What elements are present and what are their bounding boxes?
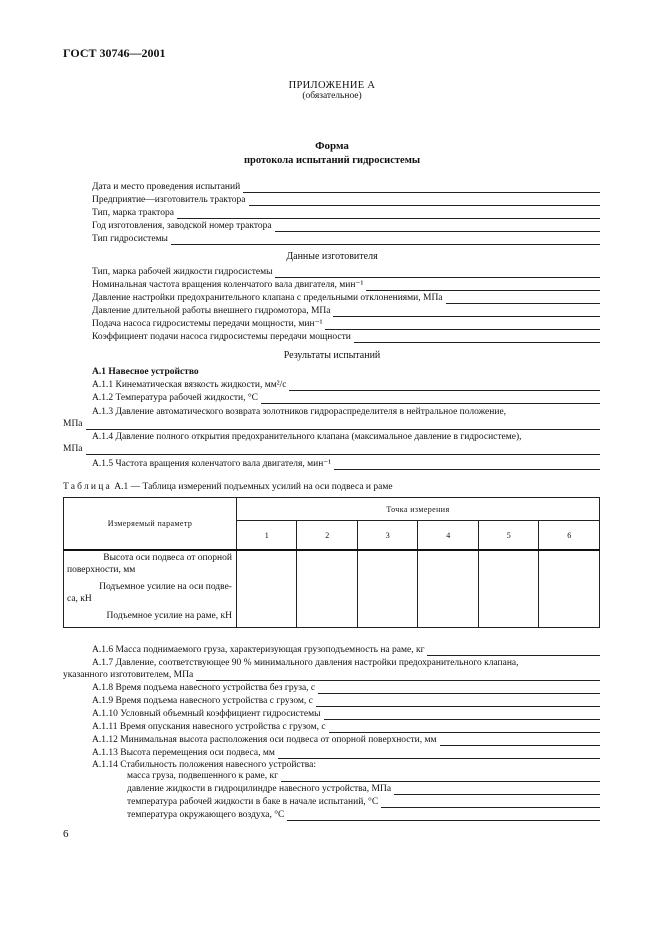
form-field[interactable]: А.1.2 Температура рабочей жидкости, °С <box>92 391 600 404</box>
general-fields <box>92 180 600 245</box>
value-cell[interactable] <box>418 550 479 627</box>
results-fields-a <box>92 378 600 404</box>
point-number: 6 <box>539 521 600 551</box>
form-field[interactable]: Предприятие—изготовитель трактора <box>92 193 600 206</box>
point-number: 5 <box>478 521 539 551</box>
form-title: Форма <box>315 140 349 152</box>
param-header: Измеряемый параметр <box>64 498 237 551</box>
form-field[interactable]: Коэффициент подачи насоса гидросистемы передачи мощности <box>92 330 600 343</box>
item-a16-field[interactable]: А.1.6 Масса поднимаемого груза, характеризующая грузоподъемность на раме, кг <box>92 643 600 656</box>
item-a13: А.1.3 Давление автоматического возврата золотников гидрораспределителя в нейтральное положение, <box>92 407 507 417</box>
item-a13-field[interactable]: МПа <box>63 417 600 430</box>
document-id: ГОСТ 30746—2001 <box>63 46 166 60</box>
results-title: Результаты испытаний <box>283 350 381 361</box>
form-field[interactable]: Давление настройки предохранительного клапана с предельными отклонениями, МПа <box>92 291 600 304</box>
value-cell[interactable] <box>357 550 418 627</box>
item-a14-field[interactable]: МПа <box>63 442 600 455</box>
param-row: Подъемное усилие на оси подве- са, кН <box>67 582 232 604</box>
point-number: 1 <box>236 521 297 551</box>
form-field[interactable]: А.1.1 Кинематическая вязкость жидкости, мм²/с <box>92 378 600 391</box>
measurement-table <box>63 497 600 628</box>
manufacturer-title: Данные изготовителя <box>286 251 378 262</box>
item-a15-field[interactable]: А.1.5 Частота вращения коленчатого вала двигателя, мин⁻¹ <box>92 457 600 470</box>
point-number: 2 <box>297 521 358 551</box>
value-cell[interactable] <box>478 550 539 627</box>
form-field[interactable]: Номинальная частота вращения коленчатого вала двигателя, мин⁻¹ <box>92 278 600 291</box>
form-field[interactable]: масса груза, подвешенного к раме, кг <box>127 769 600 782</box>
page-number: 6 <box>63 828 69 840</box>
item-a114-title: А.1.14 Стабильность положения навесного устройства: <box>92 760 317 770</box>
value-cell[interactable] <box>539 550 600 627</box>
form-field[interactable]: А.1.12 Минимальная высота расположения оси подвеса от опорной поверхности, мм <box>92 733 600 746</box>
section-heading: А.1 Навесное устройство <box>92 367 199 377</box>
form-field[interactable]: температура окружающего воздуха, °С <box>127 808 600 821</box>
point-number: 4 <box>418 521 479 551</box>
manufacturer-fields <box>92 265 600 343</box>
form-field[interactable]: Тип гидросистемы <box>92 232 600 245</box>
annex-status: (обязательное) <box>302 91 362 101</box>
param-row: Подъемное усилие на раме, кН <box>106 611 232 621</box>
item-a17: А.1.7 Давление, соответствующее 90 % минимального давления настройки предохранительного клапана, <box>92 658 519 668</box>
annex-title: ПРИЛОЖЕНИЕ А <box>288 80 376 91</box>
value-cell[interactable] <box>297 550 358 627</box>
form-field[interactable]: Дата и место проведения испытаний <box>92 180 600 193</box>
item-a14: А.1.4 Давление полного открытия предохранительного клапана (максимальное давление в гидросистеме), <box>92 432 522 442</box>
form-subtitle: протокола испытаний гидросистемы <box>243 155 421 166</box>
form-field[interactable]: Тип, марка рабочей жидкости гидросистемы <box>92 265 600 278</box>
item-a17-field[interactable]: указанного изготовителем, МПа <box>63 668 600 681</box>
form-field[interactable]: А.1.9 Время подъема навесного устройства с грузом, с <box>92 694 600 707</box>
after-table-fields <box>92 681 600 759</box>
table-caption: Таблица А.1 — Таблица измерений подъемных усилий на оси подвеса и раме <box>63 482 393 492</box>
form-field[interactable]: Год изготовления, заводской номер трактора <box>92 219 600 232</box>
form-field[interactable]: Давление длительной работы внешнего гидромотора, МПа <box>92 304 600 317</box>
value-cell[interactable] <box>236 550 297 627</box>
form-field[interactable]: температура рабочей жидкости в баке в начале испытаний, °С <box>127 795 600 808</box>
form-field[interactable]: Тип, марка трактора <box>92 206 600 219</box>
param-list <box>64 550 237 627</box>
a114-fields <box>127 769 600 821</box>
point-number: 3 <box>357 521 418 551</box>
form-field[interactable]: А.1.10 Условный объемный коэффициент гидросистемы <box>92 707 600 720</box>
form-field[interactable]: А.1.13 Высота перемещения оси подвеса, мм <box>92 746 600 759</box>
form-field[interactable]: давление жидкости в гидроцилиндре навесного устройства, МПа <box>127 782 600 795</box>
point-header: Точка измерения <box>236 498 599 521</box>
form-field[interactable]: А.1.8 Время подъема навесного устройства без груза, с <box>92 681 600 694</box>
param-row: Высота оси подвеса от опорной поверхности, мм <box>67 553 232 575</box>
form-field[interactable]: А.1.11 Время опускания навесного устройства с грузом, с <box>92 720 600 733</box>
form-field[interactable]: Подача насоса гидросистемы передачи мощности, мин⁻¹ <box>92 317 600 330</box>
